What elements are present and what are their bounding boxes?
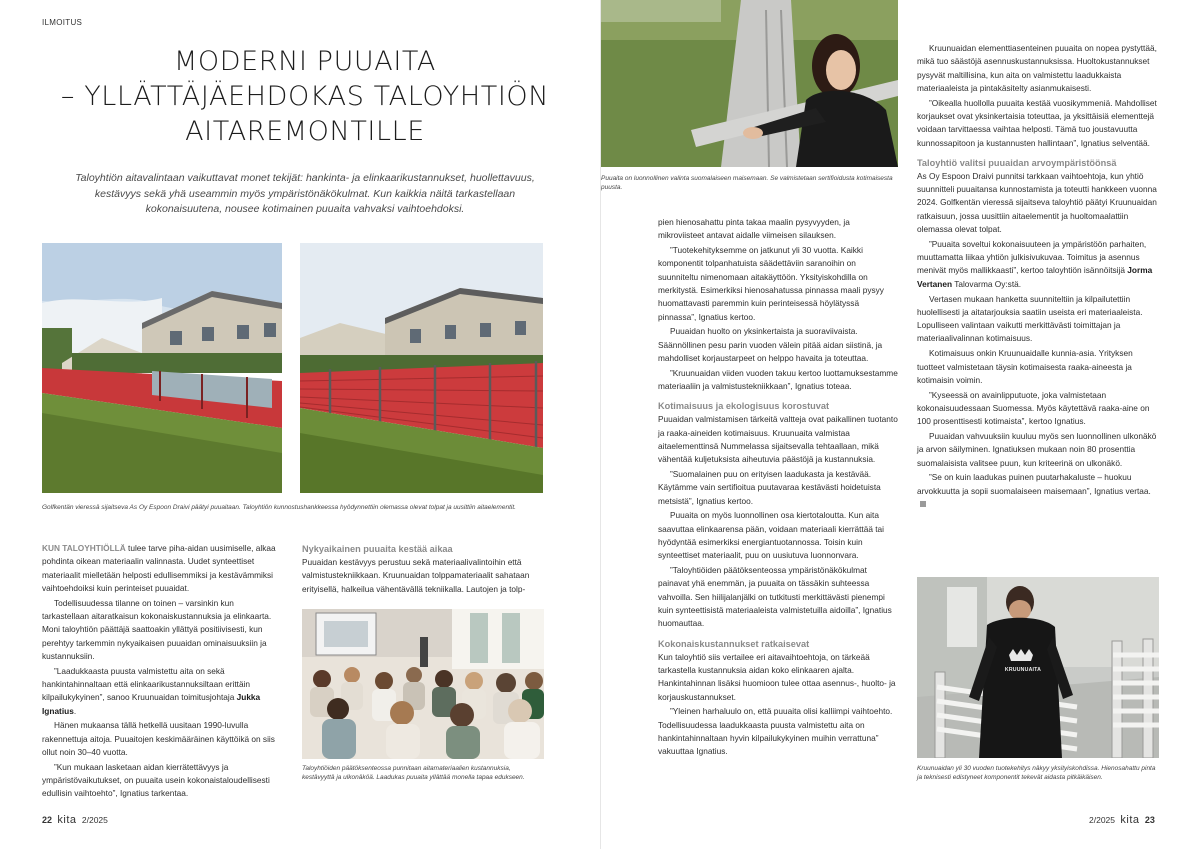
right-page [600,0,1200,849]
paragraph: ”Taloyhtiöiden päätöksenteossa ympäristönäkökulmat painavat yhä enemmän, ja puuaita on tässäkin suhteessa vahvoilla. Sen hiilijalanjälki on tutkitusti merkittävästi pienempi kuin synteettisistä materiaaleista valmistetuilla aidoilla”, Ignatius huomauttaa. [658,565,892,629]
paragraph: Kruunuaidan elementtiasenteinen puuaita on nopea pystyttää, mikä tuo säästöjä asennuskustannuksissa. Huoltokustannukset pysyvät maltillisina, kun aita on valmistettu laadukkaista materiaaleista ja pintakäsitelty asianmukaisesti. [917,43,1157,93]
portrait-photo-caption: Puuaita on luonnollinen valinta suomalaiseen maisemaan. Se valmistetaan sertifioidusta kotimaisesta puusta. [601,175,893,192]
worker-photo [917,577,1159,758]
person-name: Jorma Vertanen [917,265,1153,289]
paragraph: Hänen mukaansa tällä hetkellä uusitaan 1990-luvulla rakennettuja aitoja. Puuaitojen keskimääräinen käyttöikä on siis ollut noin 30–40 vuotta. [42,720,275,757]
seminar-photo [302,609,544,759]
paragraph: ”Kruunuaidan viiden vuoden takuu kertoo luottamuksestamme materiaaliin ja valmistustekniikkaan”, Ignatius toteaa. [658,367,898,392]
section-kicker: ILMOITUS [42,18,83,27]
paragraph: Vertasen mukaan hanketta suunniteltiin ja kilpailutettiin huolellisesti ja aitatarjouksia saatiin useista eri materiaaleista. Lopulliseen valintaan vaikutti merkittävästi toimittajan ja materiaalivalinnan kotimaisuus. [917,293,1143,344]
text-column-4 [917,42,1159,513]
subheading: Kotimaisuus ja ekologisuus korostuvat [658,401,830,412]
subheading: Taloyhtiö valitsi puuaidan arvoympäristöönsä [917,157,1117,168]
lead-caps: KUN TALOYHTIÖLLÄ [42,543,126,553]
paragraph: ”Kyseessä on avainlipputuote, joka valmistetaan kokonaisuudessaan Suomessa. Myös käytettävä raaka-aine on 100 prosenttisesti kotimaista”, kertoo Ignatius. [917,389,1150,427]
paragraph: ”Yleinen harhaluulo on, että puuaita olisi kalliimpi vaihtoehto. Todellisuudessa laadukkaasta puusta valmistettu aita on hankintahinnaltaan hyvin kilpailukykyinen muihin verrattuna” vakuuttaa Ignatius. [658,706,893,757]
person-name: Jukka Ignatius [42,692,261,716]
subheading: Nykyaikainen puuaita kestää aikaa [302,544,453,554]
subheading: Kokonaiskustannukset ratkaisevat [658,638,810,649]
paragraph: ”Puuaita soveltui kokonaisuuteen ja ympäristöön parhaiten, muuttamatta liikaa yhtiön julkisivukuvaa. Toimitus ja asennus menivät myös mallikkaasti”, kertoo taloyhtiön isännöitsijä Jorma Vertanen Talovarma Oy:stä. [917,238,1153,289]
magazine-name: kita [57,814,77,826]
paragraph: Puuaidan huolto on yksinkertaista ja suoraviivaista. Säännöllinen pesu parin vuoden välein pitää aidan siistinä, ja mahdolliset korjaustarpeet on helppo havaita ja toteuttaa. [658,326,883,363]
fence-photo-before [42,243,282,493]
paragraph: ”Oikealla huollolla puuaita kestää vuosikymmeniä. Mahdolliset korjaukset ovat yksinkertaisia toteuttaa, ja yksittäisiä elementtejä voidaan tarvittaessa vaihtaa helposti. Tämä tuo joustavuutta kunnossapitoon ja kustannusten hallintaan”, Ignatius selventää. [917,97,1157,148]
paragraph: Puuaita on myös luonnollinen osa kiertotaloutta. Kun aita saavuttaa elinkaarensa pään, voidaan materiaali kierrättää tai hyödyntää esimerkiksi energiantuotannossa. Toisin kuin synteettiset materiaalit, puu on uusiutuva luonnonvara. [658,510,884,561]
paragraph: KUN TALOYHTIÖLLÄ tulee tarve piha-aidan uusimiselle, alkaa pohdinta oikean materiaalin valinnasta. Uudet synteettiset materiaalit mielletään helposti edullisemmiksi ja kestävämmiksi vaihtoehdoiksi kuin perinteiset puuaidat. [42,543,276,593]
text-column-2 [302,542,544,597]
magazine-name: kita [1120,814,1140,826]
issue-number: 2/2025 [81,815,108,825]
page-folio-right [1089,814,1155,826]
fence-photo-after [300,243,543,493]
fence-photo-caption: Golfkentän vieressä sijaitseva As Oy Espoon Draivi päätyi puuaitaan. Taloyhtiön kunnostushankkeessa hyödynnettiin olemassa olevat tolpat ja uusittiin aitaelementit. [42,504,516,511]
paragraph: pien hienosahattu pinta takaa maalin pysyvyyden, ja mikroviisteet antavat aidalle viimeisen silauksen. [658,217,850,241]
worker-photo-caption: Kruunuaidan yli 30 vuoden tuotekehitys näkyy yksityiskohdissa. Hienosahattu pinta ja teknisesti edistyneet komponentit tekevät aidasta pitkäikäisen. [917,765,1156,782]
paragraph: ”Laadukkaasta puusta valmistettu aita on sekä hankintahinnaltaan että elinkaarikustannuksiltaan erittäin kilpailukykyinen”, sanoo Kruunuaidan toimitusjohtaja Jukka Ignatius. [42,665,261,716]
page-number: 22 [42,815,53,825]
paragraph: Kun taloyhtiö siis vertailee eri aitavaihtoehtoja, on tärkeää tarkastella kustannuksia aidan koko elinkaaren ajalta. Hankintahinnan lisäksi huomioon tulee ottaa asennus-, huolto- ja korjauskustannukset. [658,651,896,702]
seminar-photo-caption: Taloyhtiöiden päätöksenteossa punnitaan aitamateriaalien kustannuksia, kestävyyttä ja ulkonäköä. Laadukas puuaita yllättää monella tapaa edukseen. [302,765,525,782]
page-folio-left [42,814,108,826]
paragraph: As Oy Espoon Draivi punnitsi tarkkaan vaihtoehtoja, kun yhtiö suunnitteli puuaitansa kunnostamista ja toteutti hankkeen vuonna 2024. Golfkentän vieressä sijaitseva taloyhtiö päätyi Kruunuaidan ratkaisuun, jossa uusittiin aitaelementit ja huoltomaalattiin olemassa olevat tolpat. [917,170,1157,235]
page-number: 23 [1144,815,1155,825]
text-column-1 [42,542,282,802]
paragraph: ”Kun mukaan lasketaan aidan kierrätettävyys ja ympäristövaikutukset, on puuaita usein kokonaistaloudellisesti edullisin vaihtoehto”, Ignatius tarkentaa. [42,761,270,799]
paragraph: ”Suomalainen puu on erityisen laadukasta ja kestävää. Käytämme vain sertifioitua puutavaraa kestävästi hoidetuista metsistä”, Ignatius kertoo. [658,469,881,506]
text-column-3 [658,216,898,760]
end-mark [920,501,926,507]
paragraph: Kotimaisuus onkin Kruunuaidalle kunnia-asia. Yrityksen tuotteet valmistetaan täysin kotimaisesta raaka-aineesta ja kotimaisin voimin. [917,348,1133,385]
paragraph: Todellisuudessa tilanne on toinen – varsinkin kun tarkastellaan aitaratkaisun kokonaiskustannuksia ja elinkaarta. Moni taloyhtiön päättäjä saattoakin yllättyä positiivisesti, kun perehtyy tarkemmin nykyaikaisen puuaidan ominaisuuksiin ja kustannuksiin. [42,597,272,661]
paragraph: ”Tuotekehityksemme on jatkunut yli 30 vuotta. Kaikki komponentit tolpanhatuista säädettäviin saranoihin on suunniteltu nimenomaan aitakäyttöön. Yksityiskohdilla on merkitystä. Esimerkiksi hienosahatussa pinnassa maali pysyy huomattavasti paremmin kuin perinteisessä höylätyssä pinnassa”, Ignatius kertoo. [658,245,884,322]
shirt-logo: KRUUNUAITA [1004,667,1042,673]
portrait-photo [601,0,898,167]
article-ingress: Taloyhtiön aitavalintaan vaikuttavat monet tekijät: hankinta- ja elinkaarikustannukset, huollettavuus, kestävyys sekä yhä useammin myös ympäristönäkökulmat. Kun kaikkia näitä tarkastellaan kokonaisuutena, nousee kotimainen puuaita vahvaksi vaihtoehdoksi. [75,172,535,215]
paragraph: Puuaidan vahvuuksiin kuuluu myös sen luonnollinen ulkonäkö ja arvon säilyminen. Ignatiuksen mukaan noin 80 prosenttia suomalaisista valitsee puun, kun kriteerinä on ulkonäkö. [917,431,1157,468]
paragraph: ”Se on kuin laadukas puinen puutarhakaluste – huokuu arvokkuutta ja sopii suomalaiseen maisemaan”, Ignatius vertaa. [917,471,1159,511]
issue-number: 2/2025 [1089,815,1115,825]
paragraph: Puuaidan kestävyys perustuu sekä materiaalivalintoihin että valmistustekniikkaan. Kruunuaidan tolppamateriaalit sahataan erityisellä, halkeilua vähentävällä tekniikalla. Lautojen ja tolp- [302,557,530,594]
article-headline: MODERNI PUUAITA – YLLÄTTÄJÄEHDOKAS TALOYHTIÖN AITAREMONTILLE [60,46,550,147]
paragraph: Puuaidan valmistamisen tärkeitä valtteja ovat paikallinen tuotanto ja raaka-aineiden kotimaisuus. Kruunuaita valmistaa aitaelementtinsä Nummelassa sijaitsevalla tehtaallaan, mikä vähentää kuljetuksista aiheutuvia päästöjä ja kustannuksia. [658,414,898,465]
